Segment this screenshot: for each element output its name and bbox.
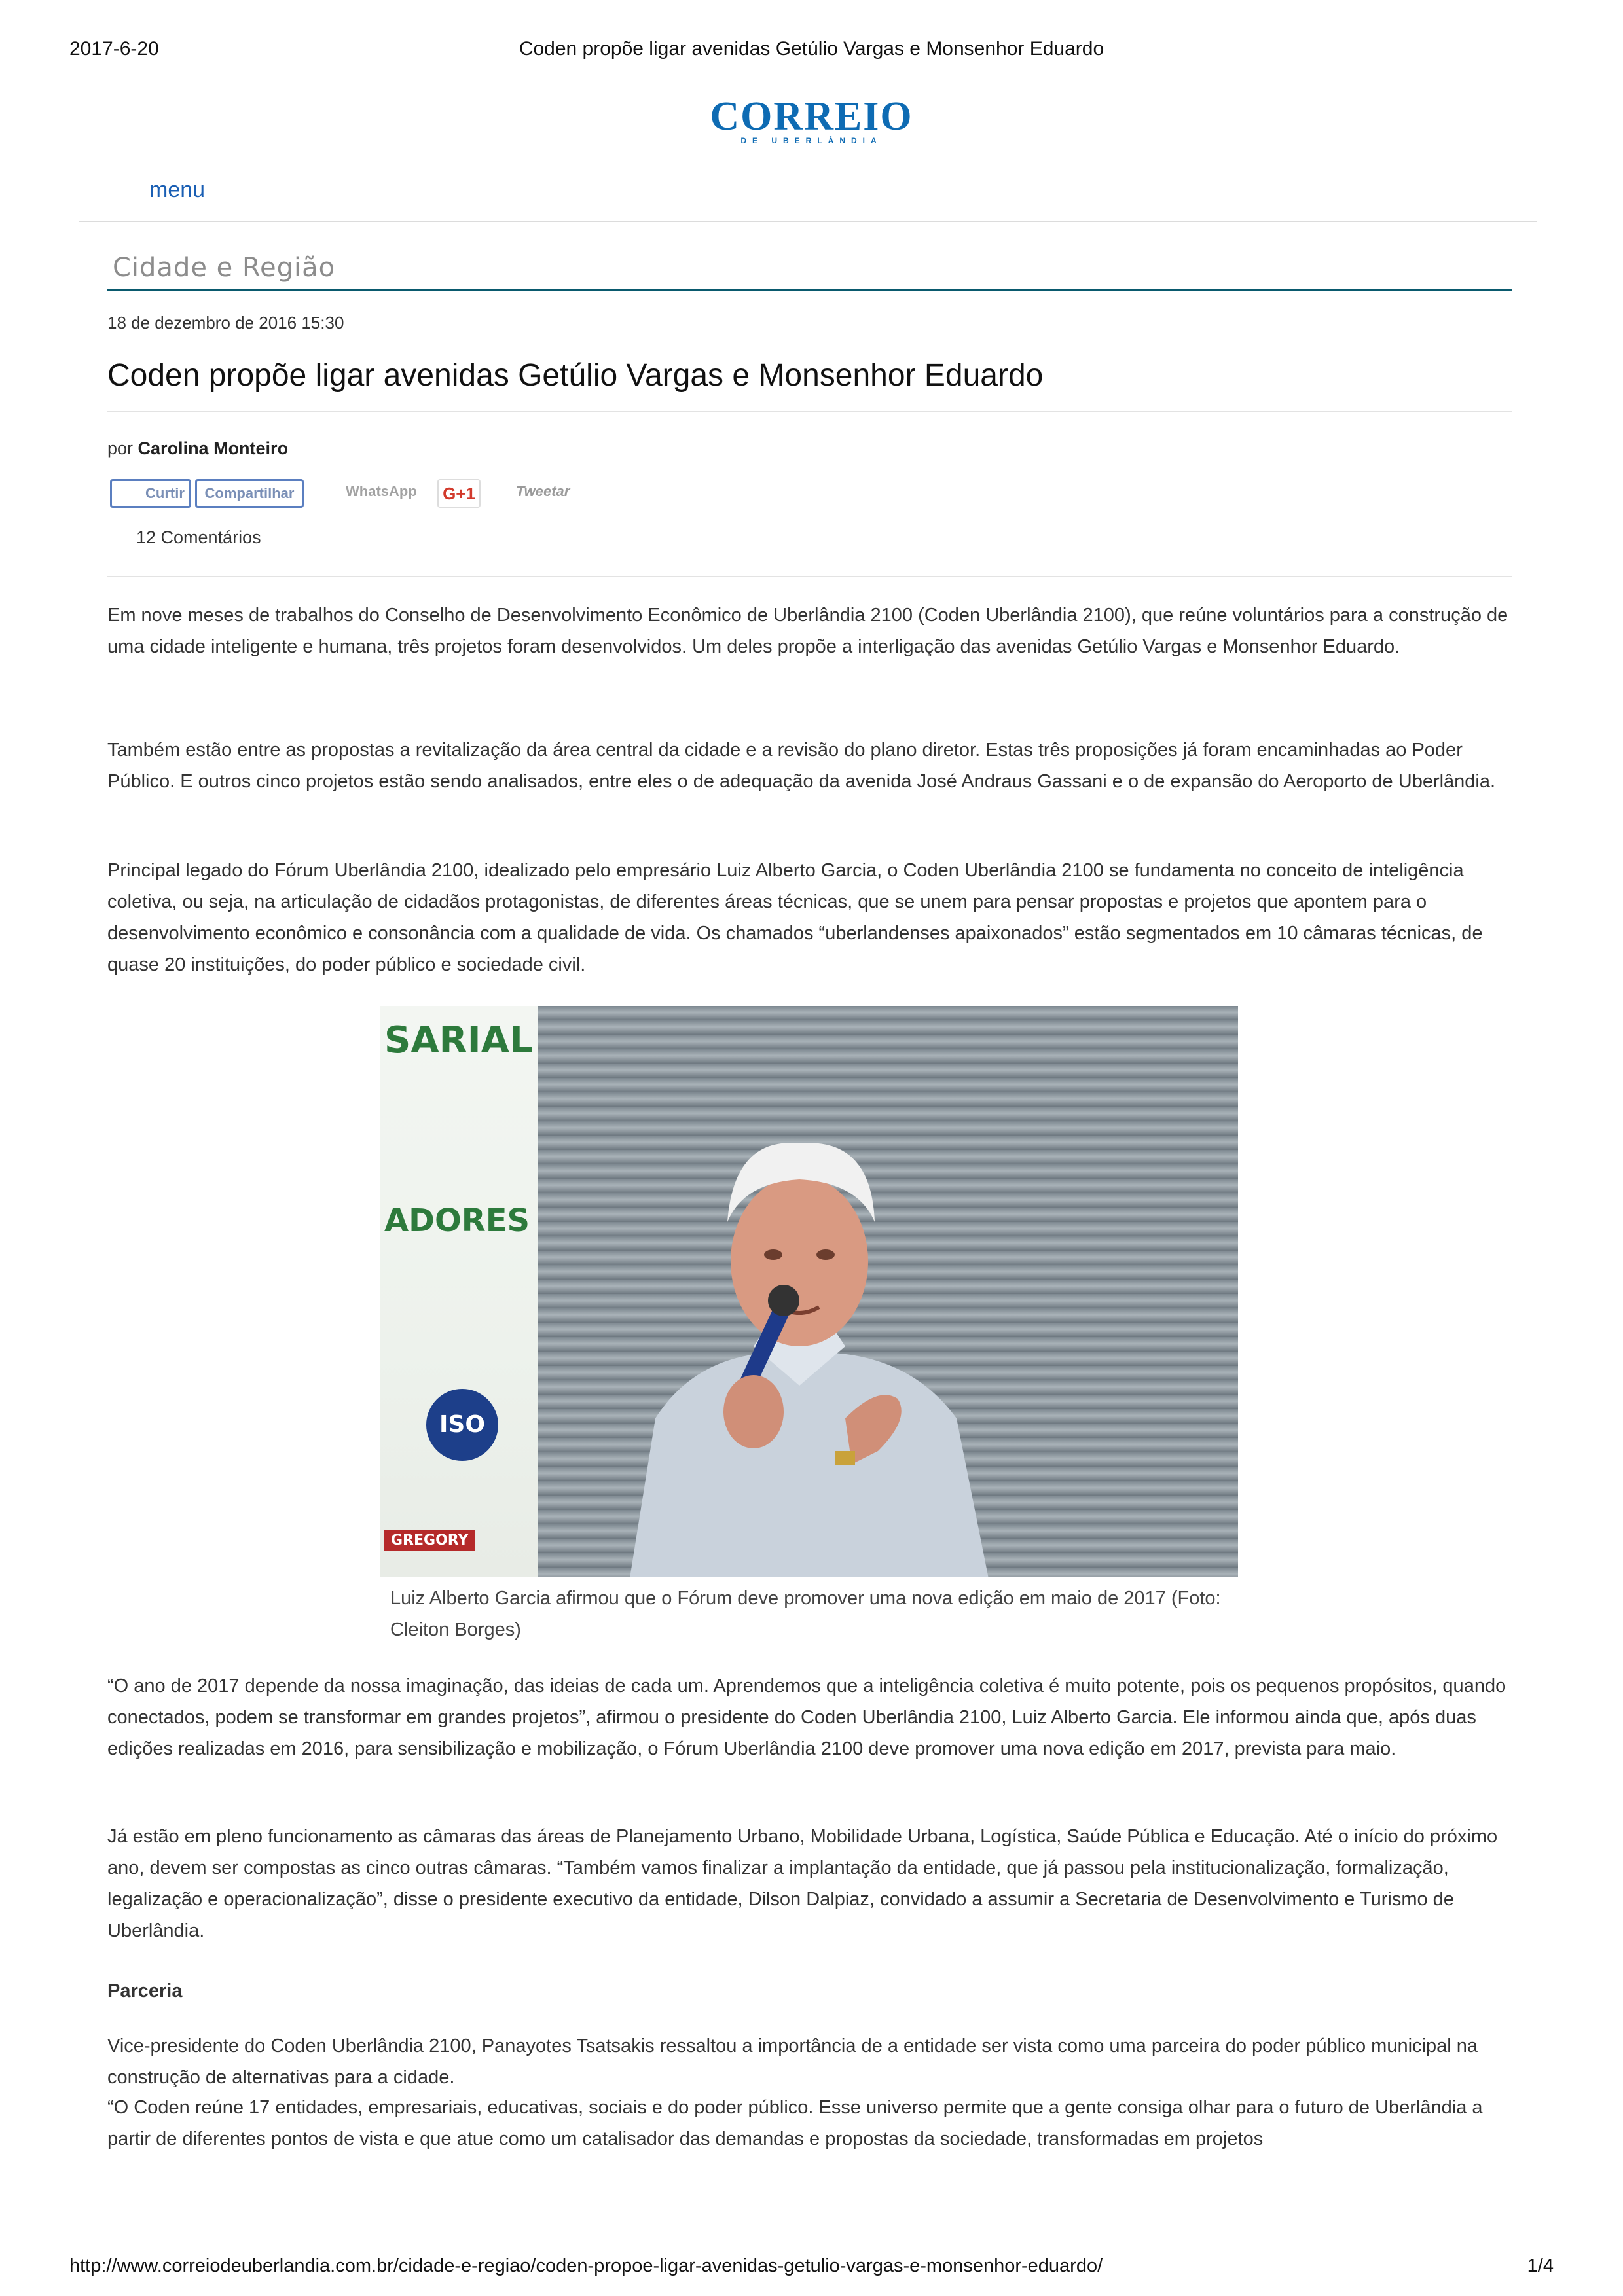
banner-text: ADORES bbox=[384, 1202, 530, 1239]
print-date: 2017-6-20 bbox=[69, 38, 159, 60]
paragraph: Principal legado do Fórum Uberlândia 2100, idealizado pelo empresário Luiz Alberto Garcia, o Coden Uberlândia 2100 se fundamenta no conceito de inteligência coletiva, ou seja, na articulação de cidadãos protagonistas, de diferentes áreas técnicas, que se unem para pensar propostas e projetos que apontem para o desenvolvimento econômico e consonância com a qualidade de vida. Os chamados “uberlandenses apaixonados” estão segmentados em 10 câmaras técnicas, de quase 20 instituições, do poder público e sociedade civil. bbox=[107, 860, 1483, 975]
nav-bar bbox=[79, 164, 1537, 222]
speaker-figure bbox=[603, 1111, 996, 1577]
paragraph: “O ano de 2017 depende da nossa imaginação, das ideias de cada um. Aprendemos que a inteligência coletiva é muito potente, pois os pequenos propósitos, quando conectados, podem se transformar em grandes projetos”, afirmou o presidente do Coden Uberlândia 2100, Luiz Alberto Garcia. Ele informou ainda que, após duas edições realizadas em 2016, para sensibilização e mobilização, o Fórum Uberlândia 2100 deve promover uma nova edição em 2017, prevista para maio. bbox=[107, 1676, 1506, 1759]
banner-text: GREGORY bbox=[384, 1530, 475, 1551]
divider bbox=[107, 411, 1512, 412]
article-byline bbox=[107, 439, 1512, 459]
footer-url: http://www.correiodeuberlandia.com.br/cidade-e-regiao/coden-propoe-ligar-avenidas-getulio-vargas-e-monsenhor-eduardo/ bbox=[69, 2255, 1103, 2276]
site-logo[interactable] bbox=[0, 94, 1623, 145]
paragraph: Em nove meses de trabalhos do Conselho de Desenvolvimento Econômico de Uberlândia 2100 (Coden Uberlândia 2100), que reúne voluntários para a construção de uma cidade inteligente e humana, três projetos foram desenvolvidos. Um deles propõe a interligação das avenidas Getúlio Vargas e Monsenhor Eduardo. bbox=[107, 605, 1508, 657]
subheading: Parceria bbox=[107, 1981, 183, 2001]
like-button[interactable] bbox=[110, 479, 191, 508]
divider bbox=[107, 576, 1512, 577]
paragraph: “O Coden reúne 17 entidades, empresariais, educativas, sociais e do poder público. Esse universo permite que a gente consiga olhar para o futuro de Uberlândia a partir de diferentes pontos de vista e que atue como um catalisador das demandas e propostas da sociedade, transformadas em projetos bbox=[107, 2097, 1483, 2149]
author-name[interactable]: Carolina Monteiro bbox=[137, 439, 289, 458]
print-footer bbox=[69, 2255, 1554, 2282]
section-title[interactable]: Cidade e Região bbox=[113, 253, 336, 283]
menu-link[interactable]: menu bbox=[149, 177, 206, 202]
article-photo bbox=[380, 1006, 1238, 1577]
article-date: 18 de dezembro de 2016 15:30 bbox=[107, 313, 344, 332]
paragraph: Vice-presidente do Coden Uberlândia 2100, Panayotes Tsatsakis ressaltou a importância de a entidade ser vista como uma parceira do poder público municipal na construção de alternativas para a cidade. bbox=[107, 2036, 1478, 2088]
byline-prefix: por bbox=[107, 439, 134, 458]
share-button[interactable]: Compartilhar bbox=[195, 479, 304, 508]
like-button-label: Curtir bbox=[145, 485, 185, 501]
section-header bbox=[107, 250, 1512, 291]
print-title: Coden propõe ligar avenidas Getúlio Vargas e Monsenhor Eduardo bbox=[519, 38, 1104, 60]
whatsapp-button[interactable]: WhatsApp bbox=[346, 483, 417, 499]
comments-count[interactable]: 12 Comentários bbox=[136, 528, 261, 547]
gplus-button[interactable]: G+1 bbox=[437, 479, 481, 508]
logo-tagline: DE UBERLÂNDIA bbox=[740, 136, 883, 145]
paragraph: Também estão entre as propostas a revitalização da área central da cidade e a revisão do plano diretor. Estas três proposições já foram encaminhadas ao Poder Público. E outros cinco projetos estão sendo analisados, entre eles o de adequação da avenida José Andraus Gassani e o de expansão do Aeroporto de Uberlândia. bbox=[107, 740, 1496, 792]
article-title: Coden propõe ligar avenidas Getúlio Vargas e Monsenhor Eduardo bbox=[107, 358, 1044, 393]
paragraph: Já estão em pleno funcionamento as câmaras das áreas de Planejamento Urbano, Mobilidade Urbana, Logística, Saúde Pública e Educação. Até o início do próximo ano, devem ser compostas as cinco outras câmaras. “Também vamos finalizar a implantação da entidade, que já passou pela institucionalização, formalização, legalização e operacionalização”, disse o presidente executivo da entidade, Dilson Dalpiaz, convidado a assumir a Secretaria de Desenvolvimento e Turismo de Uberlândia. bbox=[107, 1826, 1498, 1941]
photo-caption: Luiz Alberto Garcia afirmou que o Fórum deve promover uma nova edição em maio de 2017 (Foto: Cleiton Borges) bbox=[390, 1588, 1221, 1640]
iso-seal: ISO bbox=[426, 1389, 498, 1461]
print-header bbox=[69, 38, 1554, 67]
tweet-button[interactable]: Tweetar bbox=[516, 483, 570, 499]
banner-text: SARIAL bbox=[384, 1019, 533, 1062]
photo-banner bbox=[380, 1006, 538, 1577]
logo-wordmark: CORREIO bbox=[710, 94, 913, 139]
footer-page-number: 1/4 bbox=[1527, 2255, 1554, 2276]
